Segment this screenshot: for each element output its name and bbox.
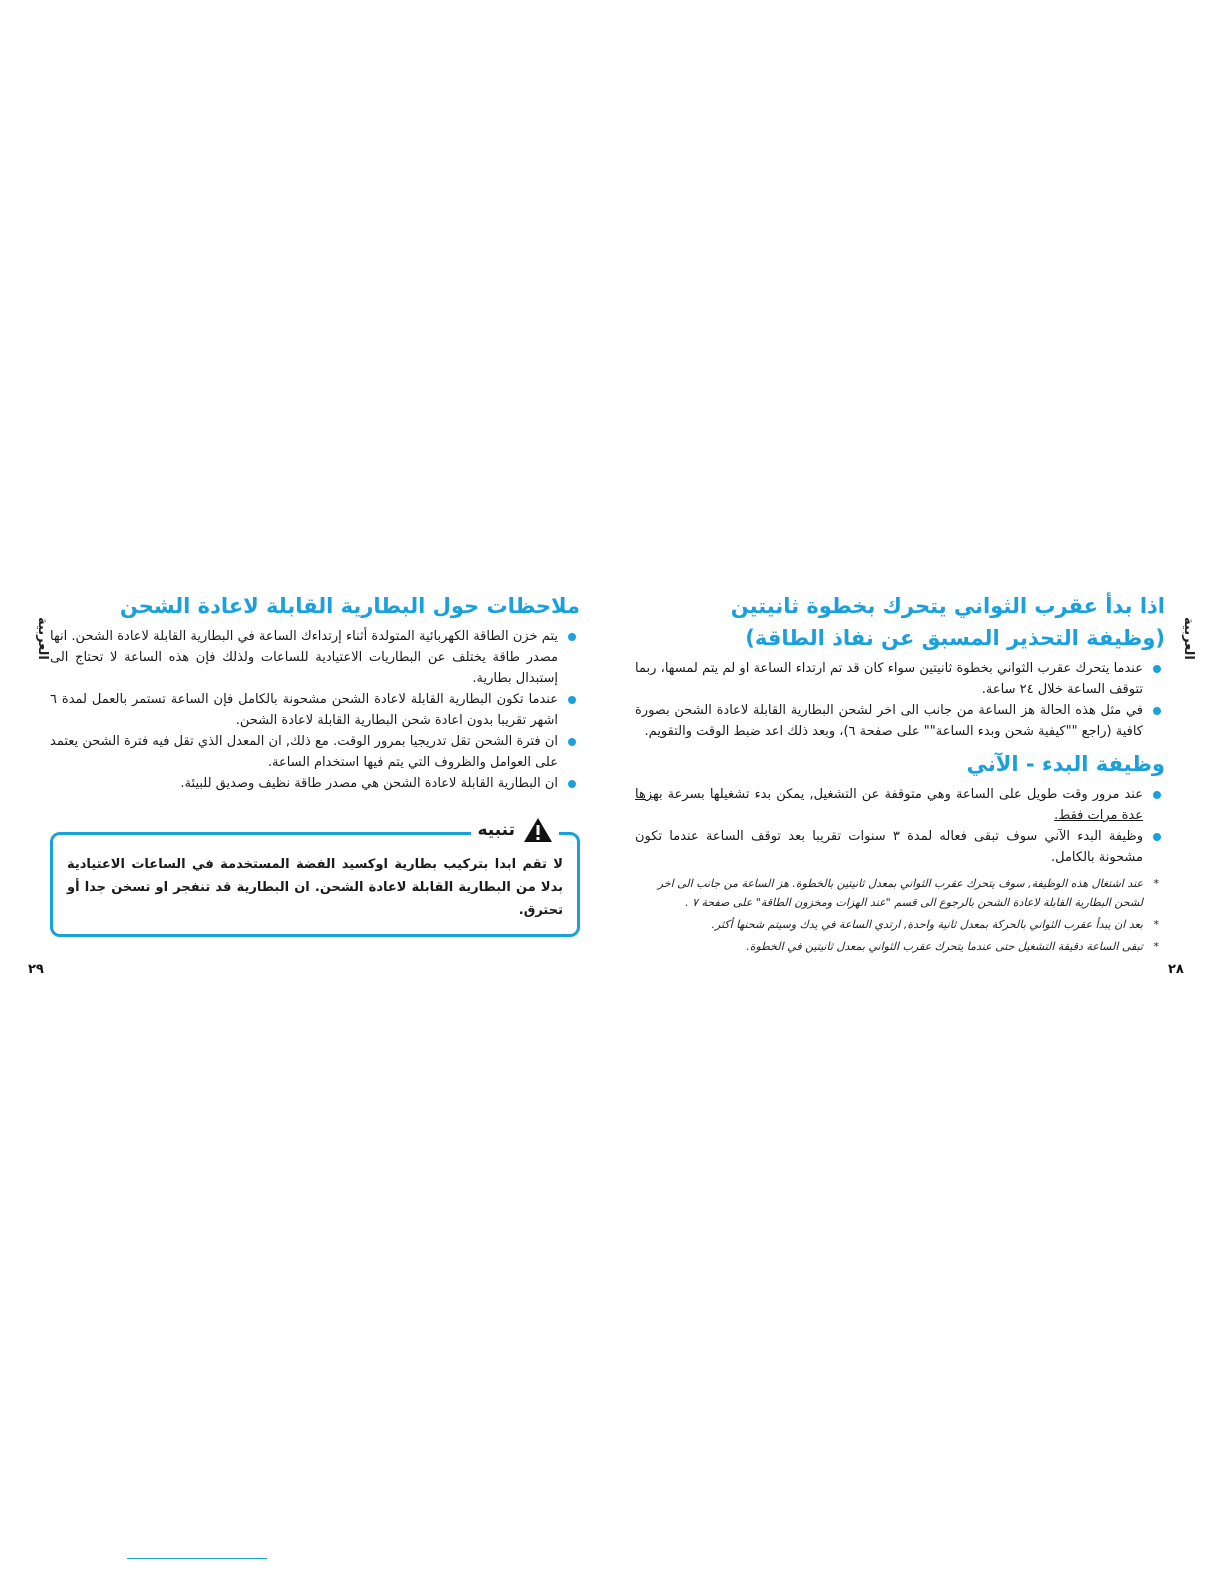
caution-header [471, 817, 559, 843]
right-title-line1: اذا بدأ عقرب الثواني يتحرك بخطوة ثانيتين [730, 594, 1165, 618]
list-item: عندما يتحرك عقرب الثواني بخطوة ثانيتين سواء كان قد تم ارتداء الساعة او لم يتم لمسها، ربما تتوقف الساعة خلال ٢٤ ساعة. [635, 658, 1165, 700]
right-page [635, 590, 1165, 959]
caution-title: تنبيه [477, 820, 515, 840]
caution-box [50, 820, 580, 937]
list-item: في مثل هذه الحالة هز الساعة من جانب الى اخر لشحن البطارية القابلة لاعادة الشحن بصورة كافية (راجع ""كيفية شحن وبدء الساعة"" على صفحة ٦)، وبعد ذلك اعد ضبط الوقت والتقويم. [635, 700, 1165, 742]
list-item-text: عند مرور وقت طويل على الساعة وهي متوقفة عن التشغيل, يمكن بدء تشغيلها بسرعة [662, 787, 1143, 802]
language-tab-left: العربية [35, 616, 50, 660]
right-bullet-list [635, 658, 1165, 742]
list-item: عندما تكون البطارية القابلة لاعادة الشحن مشحونة بالكامل فإن الساعة تستمر بالعمل لمدة ٦ اشهر تقريبا بدون اعادة شحن البطارية القابلة لاعادة الشحن. [50, 689, 580, 731]
underlined-text: بهزها عدة مرات فقط. [635, 787, 1143, 823]
note-item: * بعد ان يبدأ عقرب الثواني بالحركة بمعدل ثانية واحدة, ارتدي الساعة في يدك وسيتم شحنها أكثر. [635, 915, 1165, 934]
warning-icon [523, 817, 553, 843]
caution-text: لا تقم ابدا بتركيب بطارية اوكسيد الفضة المستخدمة في الساعات الاعتيادية بدلا من البطارية القابلة لاعادة الشحن. ان البطارية قد تنفجر او تسخن جدا أو تحترق. [67, 857, 563, 918]
page-number-right: ٢٨ [1168, 962, 1184, 977]
right-bullet-list-2 [635, 784, 1165, 868]
right-title-line2: (وظيفة التحذير المسبق عن نفاذ الطاقة) [745, 626, 1165, 650]
left-page-title: ملاحظات حول البطارية القابلة لاعادة الشحن [119, 594, 580, 618]
list-item [635, 784, 1165, 826]
language-tab-right: العربية [1181, 616, 1196, 660]
right-subtitle: وظيفة البدء - الآني [966, 752, 1165, 776]
note-item: * تبقى الساعة دقيقة التشغيل حتى عندما يتحرك عقرب الثواني بمعدل ثانيتين في الخطوة. [635, 937, 1165, 956]
note-item: * عند اشتغال هذه الوظيفة, سوف يتحرك عقرب الثواني بمعدل ثانيتين بالخطوة. هز الساعة من جانب الى اخر لشحن البطارية القابلة لاعادة الشحن بالرجوع الى قسم "عند الهزات ومخزون الطاقة" على صفحة ٧ . [635, 874, 1165, 912]
right-page-title [635, 590, 1165, 654]
left-page [50, 590, 580, 937]
list-item: يتم خزن الطاقة الكهربائية المتولدة أثناء إرتداءك الساعة في البطارية القابلة لاعادة الشحن. انها مصدر طاقة يختلف عن البطاريات الاعتيادية للساعات ولذلك فإن هذه الساعة لا تحتاج الى إستبدال بطارية. [50, 626, 580, 689]
page-number-left: ٢٩ [28, 962, 44, 977]
left-bullet-list [50, 626, 580, 794]
list-item: ان فترة الشحن تقل تدريجيا بمرور الوقت. مع ذلك, ان المعدل الذي تقل فيه فترة الشحن يعتمد على العوامل والظروف التي يتم فيها استخدام الساعة. [50, 731, 580, 773]
list-item: وظيفة البدء الآني سوف تبقى فعاله لمدة ٣ سنوات تقريبا بعد توقف الساعة عندما تكون مشحونة بالكامل. [635, 826, 1165, 868]
footer-divider [127, 1558, 267, 1559]
notes-list [635, 874, 1165, 956]
list-item: ان البطارية القابلة لاعادة الشحن هي مصدر طاقة نظيف وصديق للبيئة. [50, 773, 580, 794]
